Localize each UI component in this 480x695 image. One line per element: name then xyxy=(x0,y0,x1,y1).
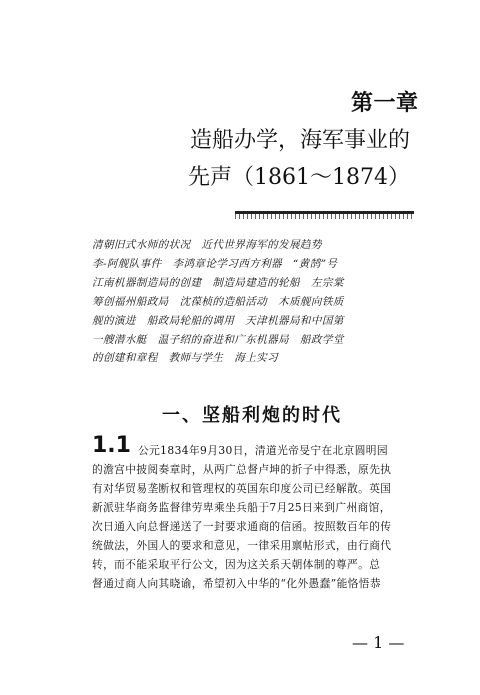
body-line: 的澹宫中披阅奏章时，从两广总督卢坤的折子中得悉，原先执 xyxy=(92,463,392,476)
divider-rule-ticks xyxy=(235,214,414,219)
summary-line: 的创建和章程 教师与学生 海上实习 xyxy=(92,352,279,365)
section-heading: 一、坚船利炮的时代 xyxy=(162,405,342,426)
summary-line: 江南机器制造局的创建 制造局建造的轮船 左宗棠 xyxy=(92,276,344,289)
chapter-title-line-1: 造船办学，海军事业的 xyxy=(189,128,410,153)
body-line: 有对华贸易垄断权和管理权的英国东印度公司已经解散。英国 xyxy=(92,482,392,495)
summary-line: 舰的演进 船政局轮船的调用 天津机器局和中国第 xyxy=(92,314,344,327)
summary-line: 筹创福州船政局 沈葆桢的造船活动 木质舰向铁质 xyxy=(92,295,344,308)
summary-line: 李-阿舰队事件 李鸿章论学习西方利器 “黄鹄”号 xyxy=(92,257,338,270)
chapter-label: 第一章 xyxy=(351,90,419,116)
summary-line: 一艘潜水艇 温子绍的奋进和广东机器局 船政学堂 xyxy=(92,333,344,346)
body-line: 统做法，外国人的要求和意见，一律采用禀帖形式，由行商代 xyxy=(92,539,392,552)
body-line: 督通过商人向其晓谕，希望初入中华的“化外愚蠢”能恪悟恭 xyxy=(92,577,381,590)
chapter-summary xyxy=(92,236,417,368)
chapter-title-line-2: 先声（1861～1874） xyxy=(188,165,410,190)
summary-line: 清朝旧式水师的状况 近代世界海军的发展趋势 xyxy=(92,239,322,251)
body-line: 次日通入向总督递送了一封要求通商的信函。按照数百年的传 xyxy=(92,520,392,533)
body-line: 转，而不能采取平行公文，因为这关系天朝体制的尊严。总 xyxy=(92,558,381,571)
paragraph-number: 1.1 xyxy=(92,433,131,458)
body-line: 新派驻华商务监督律劳卑乘坐兵船于7月25日来到广州商馆， xyxy=(92,501,391,514)
body-paragraph xyxy=(92,441,417,593)
page-number: — 1 — xyxy=(352,633,405,652)
body-line: 公元1834年9月30日，清道光帝旻宁在北京圆明园 xyxy=(138,444,388,457)
